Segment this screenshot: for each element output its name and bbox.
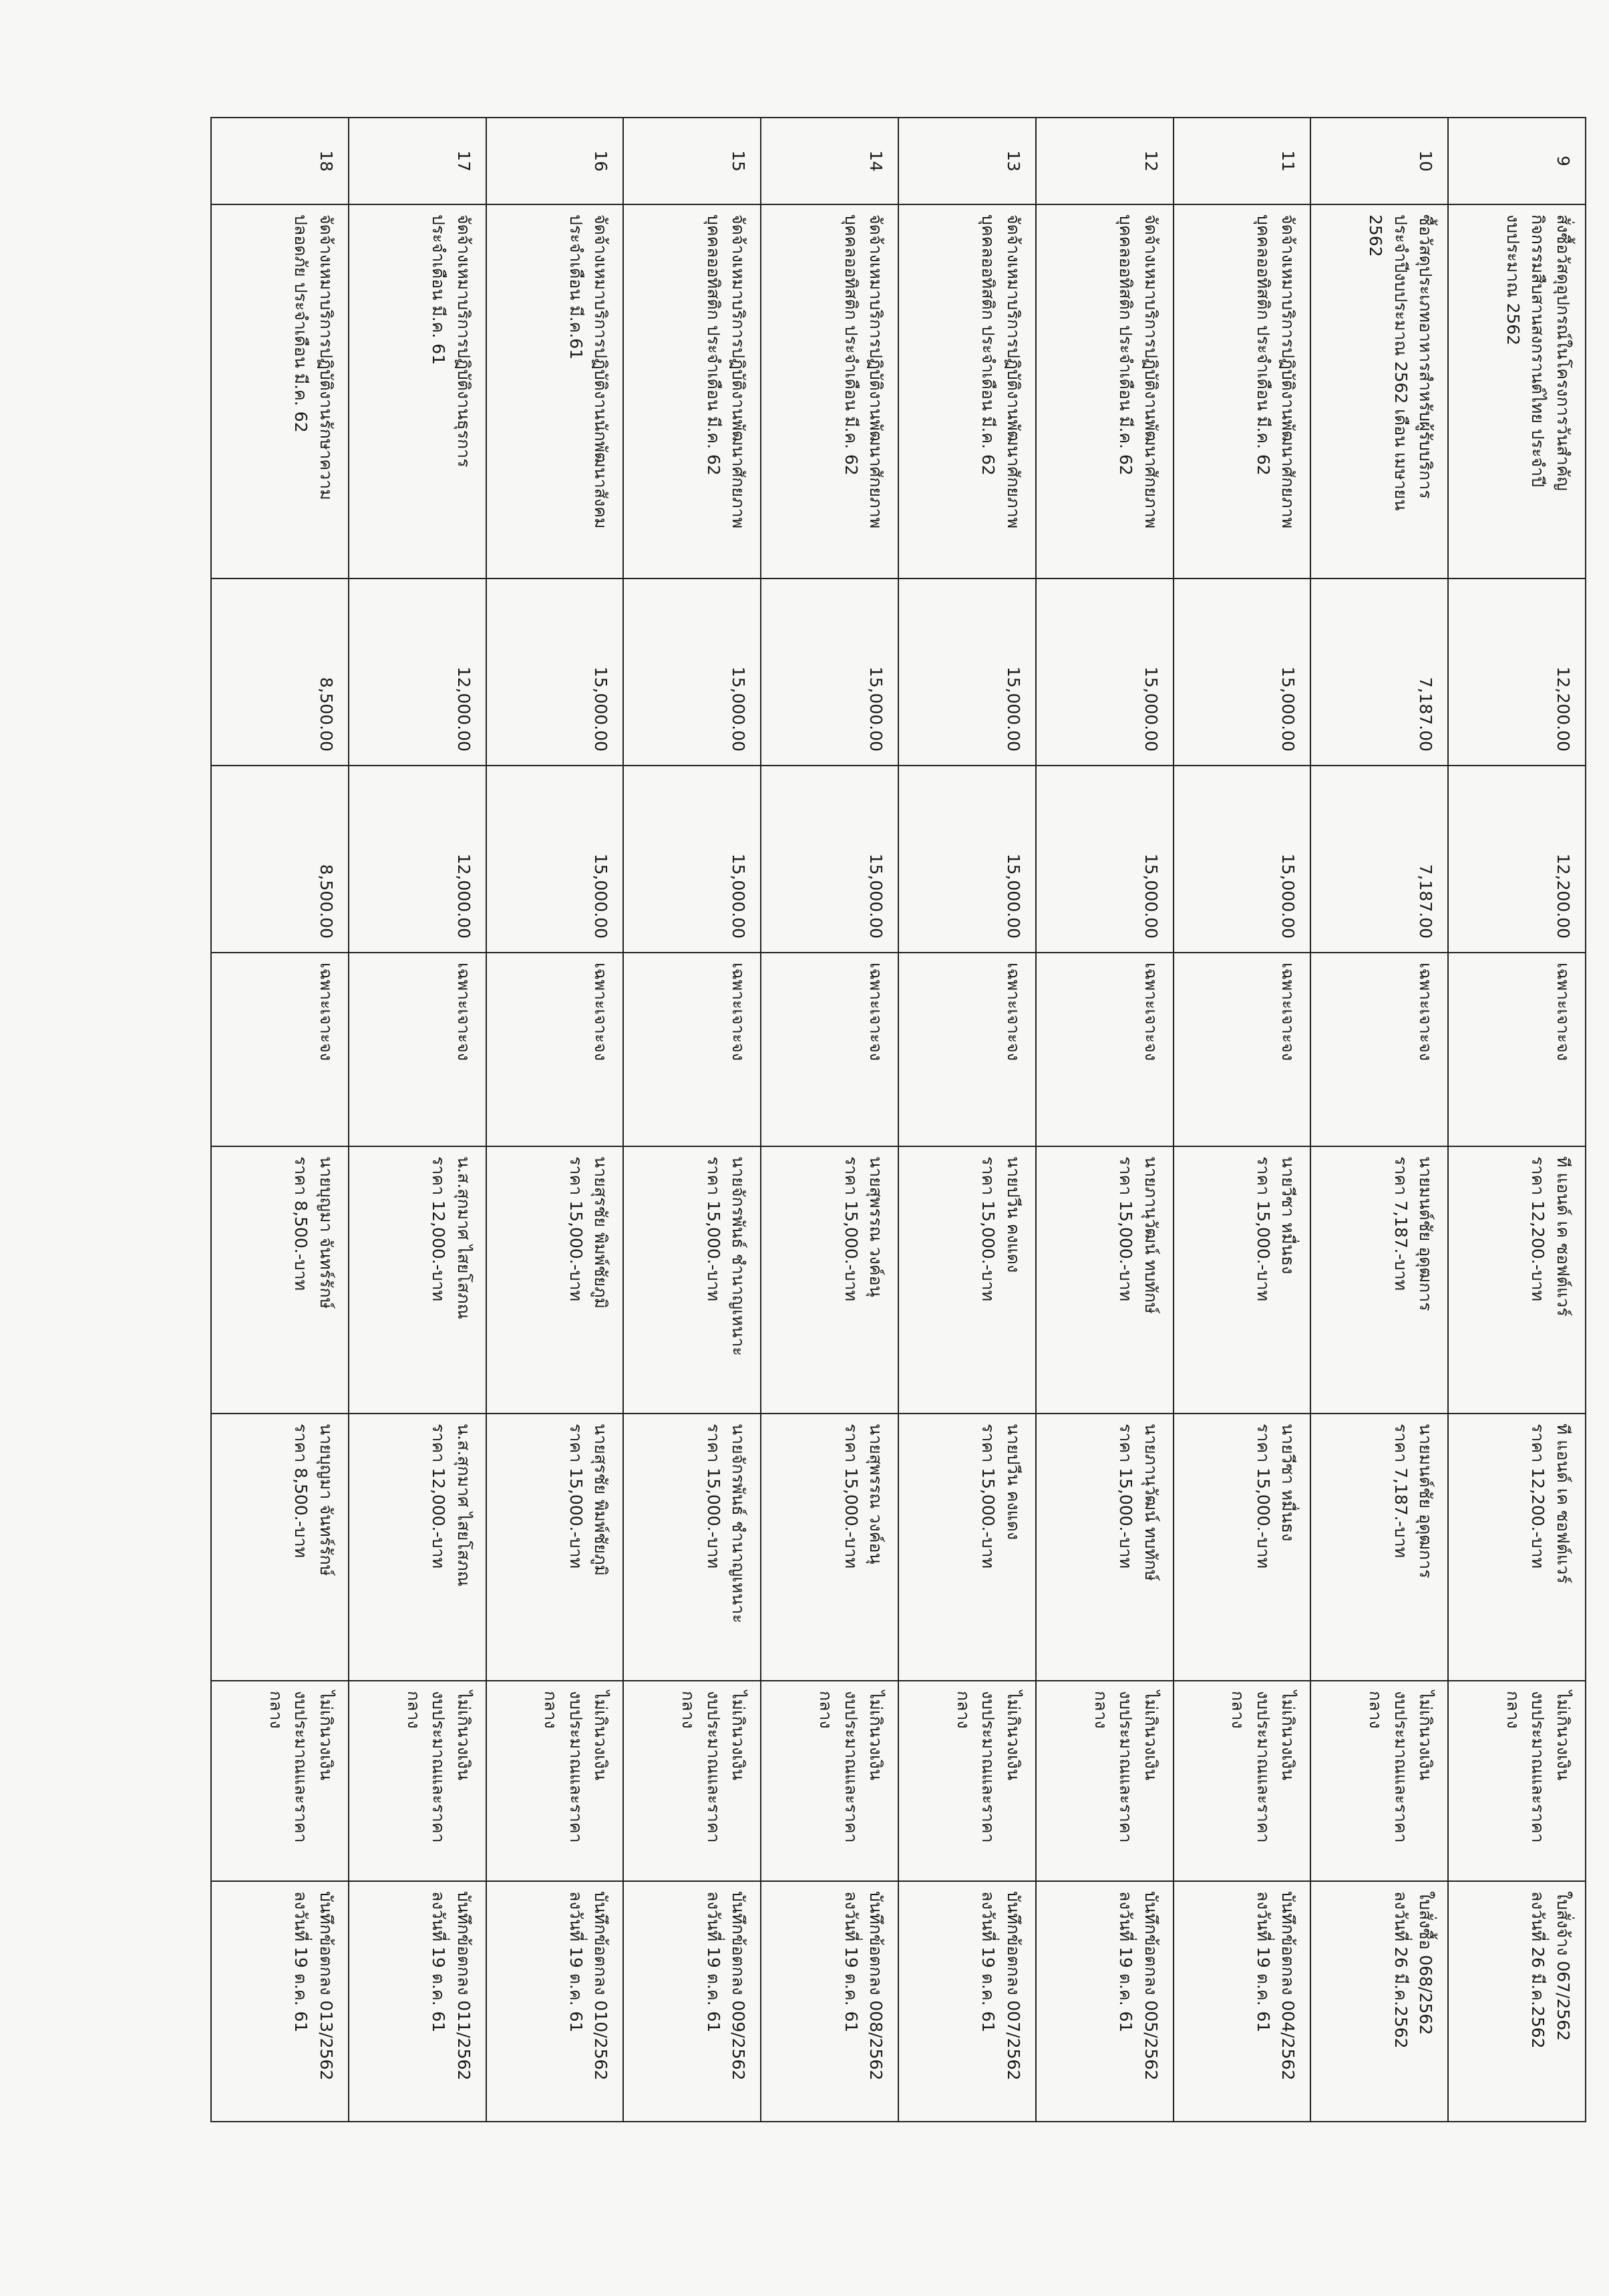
cell-line: ราคา 15,000.-บาท: [566, 1156, 586, 1302]
cell-winner: [623, 1414, 761, 1681]
cell-line: กลาง: [953, 1691, 973, 1729]
cell-line: งบประมาณและราคา: [1528, 1691, 1548, 1843]
cell-bidder: [1036, 1146, 1174, 1414]
cell-winner: [1448, 1414, 1586, 1681]
cell-line: ราคา 7,187.-บาท: [1391, 1424, 1411, 1559]
cell-line: ไม่เกินวงเงิน: [591, 1691, 611, 1780]
cell-line: ราคา 7,187.-บาท: [1391, 1156, 1411, 1291]
cell-line: นายบุญมา จันทร์รักษ์: [316, 1156, 336, 1309]
cell-line: งบประมาณ 2562: [1503, 214, 1523, 346]
cell-line: นายปวีน คงแดง: [1003, 1156, 1023, 1273]
cell-median-price: 12,000.00: [349, 766, 486, 953]
cell-method: เฉพาะเจาะจง: [211, 953, 349, 1146]
cell-line: กลาง: [679, 1691, 699, 1729]
cell-median-price: 15,000.00: [761, 766, 898, 953]
cell-winner: [211, 1414, 349, 1681]
cell-median-price: 12,200.00: [1448, 766, 1586, 953]
cell-line: งบประมาณและราคา: [703, 1691, 723, 1843]
cell-line: ใบสั่งจ้าง 067/2562: [1554, 1891, 1573, 2041]
cell-line: ปลอดภัย ประจำเดือน มี.ค. 62: [291, 214, 311, 433]
cell-contract: [1310, 1881, 1448, 2122]
cell-method: เฉพาะเจาะจง: [486, 953, 624, 1146]
cell-contract: [623, 1881, 761, 2122]
cell-line: จัดจ้างเหมาบริการปฏิบัติงานรักษาความ: [316, 214, 336, 500]
cell-number: 17: [349, 118, 486, 204]
cell-budget: 15,000.00: [898, 579, 1036, 766]
cell-line: บุคคลออทิสติก ประจำเดือน มี.ค. 62: [978, 214, 999, 476]
cell-reason: [761, 1681, 898, 1881]
cell-line: ราคา 15,000.-บาท: [1116, 1424, 1136, 1569]
cell-reason: [211, 1681, 349, 1881]
cell-line: กลาง: [1366, 1691, 1386, 1729]
cell-line: นายจักรพันธ์ ชำนาญเหนาะ: [729, 1424, 749, 1623]
table-row: [486, 118, 624, 2122]
cell-median-price: 15,000.00: [623, 766, 761, 953]
cell-number: 18: [211, 118, 349, 204]
cell-line: ราคา 12,200.-บาท: [1528, 1424, 1548, 1569]
cell-line: บันทึกข้อตกลง 010/2562: [591, 1891, 611, 2081]
cell-line: ไม่เกินวงเงิน: [1141, 1691, 1161, 1780]
cell-line: นายวีซา หมื่นธง: [1278, 1156, 1298, 1275]
cell-median-price: 15,000.00: [486, 766, 624, 953]
cell-line: ราคา 15,000.-บาท: [841, 1424, 861, 1569]
cell-line: บันทึกข้อตกลง 013/2562: [316, 1891, 336, 2081]
cell-method: เฉพาะเจาะจง: [1036, 953, 1174, 1146]
cell-line: ลงวันที่ 19 ต.ค. 61: [1116, 1891, 1136, 2033]
cell-method: เฉพาะเจาะจง: [1448, 953, 1586, 1146]
cell-budget: 12,200.00: [1448, 579, 1586, 766]
cell-winner: [1036, 1414, 1174, 1681]
cell-bidder: [623, 1146, 761, 1414]
cell-line: ไม่เกินวงเงิน: [1416, 1691, 1436, 1780]
cell-line: จัดจ้างเหมาบริการปฏิบัติงานพัฒนาศักยภาพ: [1278, 214, 1298, 529]
cell-item: [898, 204, 1036, 579]
cell-item: [1448, 204, 1586, 579]
cell-line: บุคคลออทิสติก ประจำเดือน มี.ค. 62: [841, 214, 861, 476]
cell-item: [349, 204, 486, 579]
cell-contract: [898, 1881, 1036, 2122]
cell-line: ลงวันที่ 19 ต.ค. 61: [841, 1891, 861, 2033]
cell-winner: [898, 1414, 1036, 1681]
cell-contract: [1036, 1881, 1174, 2122]
cell-number: 15: [623, 118, 761, 204]
cell-winner: [349, 1414, 486, 1681]
cell-line: จัดจ้างเหมาบริการปฏิบัติงานธุรการ: [454, 214, 474, 468]
cell-number: 14: [761, 118, 898, 204]
cell-contract: [1174, 1881, 1311, 2122]
cell-median-price: 15,000.00: [898, 766, 1036, 953]
cell-method: เฉพาะเจาะจง: [1174, 953, 1311, 1146]
cell-method: เฉพาะเจาะจง: [623, 953, 761, 1146]
cell-reason: [349, 1681, 486, 1881]
cell-winner: [761, 1414, 898, 1681]
cell-line: บุคคลออทิสติก ประจำเดือน มี.ค. 62: [703, 214, 723, 476]
cell-reason: [623, 1681, 761, 1881]
cell-line: ราคา 15,000.-บาท: [703, 1156, 723, 1302]
cell-line: ราคา 12,200.-บาท: [1528, 1156, 1548, 1302]
cell-contract: [761, 1881, 898, 2122]
cell-line: บุคคลออทิสติก ประจำเดือน มี.ค. 62: [1116, 214, 1136, 476]
cell-bidder: [211, 1146, 349, 1414]
cell-number: 13: [898, 118, 1036, 204]
cell-line: ลงวันที่ 19 ต.ค. 61: [291, 1891, 311, 2033]
table-row: [898, 118, 1036, 2122]
cell-line: ใบสั่งซื้อ 068/2562: [1416, 1891, 1436, 2035]
cell-line: ไม่เกินวงเงิน: [729, 1691, 749, 1780]
cell-line: ราคา 15,000.-บาท: [703, 1424, 723, 1569]
procurement-table: [210, 117, 1586, 2122]
cell-line: ลงวันที่ 19 ต.ค. 61: [429, 1891, 449, 2033]
cell-line: สั่งซื้อวัสดุอุปกรณ์ในโครงการวันสำคัญ: [1554, 214, 1573, 491]
cell-line: จัดจ้างเหมาบริการปฏิบัติงานพัฒนาศักยภาพ: [1141, 214, 1161, 529]
cell-line: ลงวันที่ 19 ต.ค. 61: [566, 1891, 586, 2033]
cell-winner: [1174, 1414, 1311, 1681]
cell-line: ราคา 15,000.-บาท: [1116, 1156, 1136, 1302]
cell-number: 9: [1448, 118, 1586, 204]
cell-budget: 15,000.00: [761, 579, 898, 766]
cell-contract: [349, 1881, 486, 2122]
cell-item: [486, 204, 624, 579]
cell-line: นายสุรชัย พิมพ์ชัยภูมิ: [591, 1156, 611, 1309]
cell-line: นายสุพรรณ วงค์อนุ: [866, 1156, 886, 1297]
cell-line: นายบุญมา จันทร์รักษ์: [316, 1424, 336, 1577]
cell-line: กิจกรรมสืบสานสงกรานต์ไทย ประจำปี: [1528, 214, 1548, 488]
cell-line: ราคา 15,000.-บาท: [1253, 1424, 1273, 1569]
cell-line: น.ส.สุกมาศ ไสยโสภณ: [454, 1156, 474, 1319]
cell-method: เฉพาะเจาะจง: [898, 953, 1036, 1146]
cell-line: ลงวันที่ 19 ต.ค. 61: [703, 1891, 723, 2033]
cell-line: ราคา 15,000.-บาท: [978, 1156, 999, 1302]
cell-number: 11: [1174, 118, 1311, 204]
table-row: [1310, 118, 1448, 2122]
cell-line: งบประมาณและราคา: [429, 1691, 449, 1843]
cell-reason: [1310, 1681, 1448, 1881]
cell-line: ไม่เกินวงเงิน: [1278, 1691, 1298, 1780]
cell-bidder: [486, 1146, 624, 1414]
cell-line: ไม่เกินวงเงิน: [1003, 1691, 1023, 1780]
cell-line: ไม่เกินวงเงิน: [866, 1691, 886, 1780]
table-row: [1448, 118, 1586, 2122]
cell-median-price: 7,187.00: [1310, 766, 1448, 953]
cell-line: ไม่เกินวงเงิน: [316, 1691, 336, 1780]
cell-line: นายมนต์ชัย อุดุฒการ: [1416, 1424, 1436, 1579]
cell-item: [623, 204, 761, 579]
cell-line: งบประมาณและราคา: [1253, 1691, 1273, 1843]
cell-line: นายภานุวัฒน์ ทบทักษ์: [1141, 1156, 1161, 1314]
cell-bidder: [1448, 1146, 1586, 1414]
table-row: [623, 118, 761, 2122]
cell-line: ไม่เกินวงเงิน: [454, 1691, 474, 1780]
cell-line: น.ส.สุกมาศ ไสยโสภณ: [454, 1424, 474, 1587]
cell-winner: [1310, 1414, 1448, 1681]
cell-line: ราคา 15,000.-บาท: [841, 1156, 861, 1302]
cell-line: ประจำเดือน มี.ค.61: [566, 214, 586, 360]
cell-line: กลาง: [541, 1691, 561, 1729]
cell-line: นายสุรชัย พิมพ์ชัยภูมิ: [591, 1424, 611, 1577]
cell-line: บันทึกข้อตกลง 005/2562: [1141, 1891, 1161, 2081]
cell-line: จัดจ้างเหมาบริการปฏิบัติงานพัฒนาศักยภาพ: [866, 214, 886, 529]
cell-line: ลงวันที่ 26 มี.ค.2562: [1391, 1891, 1411, 2049]
cell-line: กลาง: [1503, 1691, 1523, 1729]
table-row: [761, 118, 898, 2122]
cell-bidder: [761, 1146, 898, 1414]
cell-reason: [1174, 1681, 1311, 1881]
cell-reason: [486, 1681, 624, 1881]
cell-line: กลาง: [816, 1691, 836, 1729]
cell-line: ประจำปีงบประมาณ 2562 เดือน เมษายน: [1391, 214, 1411, 511]
cell-line: งบประมาณและราคา: [978, 1691, 999, 1843]
cell-bidder: [898, 1146, 1036, 1414]
cell-median-price: 15,000.00: [1036, 766, 1174, 953]
cell-line: ราคา 8,500.-บาท: [291, 1156, 311, 1291]
cell-line: บุคคลออทิสติก ประจำเดือน มี.ค. 62: [1253, 214, 1273, 476]
cell-method: เฉพาะเจาะจง: [761, 953, 898, 1146]
cell-line: ราคา 12,000.-บาท: [429, 1156, 449, 1302]
rotated-table-container: [210, 117, 1586, 2121]
cell-line: ลงวันที่ 19 ต.ค. 61: [978, 1891, 999, 2033]
cell-bidder: [1174, 1146, 1311, 1414]
cell-line: ราคา 15,000.-บาท: [566, 1424, 586, 1569]
table-row: [349, 118, 486, 2122]
cell-item: [761, 204, 898, 579]
cell-item: [1174, 204, 1311, 579]
cell-method: เฉพาะเจาะจง: [349, 953, 486, 1146]
cell-line: ราคา 12,000.-บาท: [429, 1424, 449, 1569]
cell-median-price: 8,500.00: [211, 766, 349, 953]
cell-line: กลาง: [266, 1691, 286, 1729]
cell-budget: 15,000.00: [1036, 579, 1174, 766]
cell-item: [1036, 204, 1174, 579]
cell-bidder: [1310, 1146, 1448, 1414]
table-row: [211, 118, 349, 2122]
cell-method: เฉพาะเจาะจง: [1310, 953, 1448, 1146]
cell-reason: [1448, 1681, 1586, 1881]
cell-line: ที แอนด์ เค ซอฟต์แวร์: [1554, 1156, 1573, 1317]
table-row: [1174, 118, 1311, 2122]
cell-contract: [1448, 1881, 1586, 2122]
cell-line: นายจักรพันธ์ ชำนาญเหนาะ: [729, 1156, 749, 1356]
cell-budget: 12,000.00: [349, 579, 486, 766]
cell-line: ราคา 15,000.-บาท: [978, 1424, 999, 1569]
cell-line: จัดจ้างเหมาบริการปฏิบัติงานพัฒนาศักยภาพ: [1003, 214, 1023, 529]
cell-line: บันทึกข้อตกลง 007/2562: [1003, 1891, 1023, 2081]
cell-line: บันทึกข้อตกลง 008/2562: [866, 1891, 886, 2081]
cell-line: บันทึกข้อตกลง 009/2562: [729, 1891, 749, 2081]
cell-number: 10: [1310, 118, 1448, 204]
cell-line: งบประมาณและราคา: [566, 1691, 586, 1843]
cell-line: จัดจ้างเหมาบริการปฏิบัติงานนักพัฒนาสังคม: [591, 214, 611, 529]
cell-line: 2562: [1366, 214, 1386, 257]
cell-bidder: [349, 1146, 486, 1414]
cell-number: 12: [1036, 118, 1174, 204]
cell-reason: [1036, 1681, 1174, 1881]
cell-budget: 7,187.00: [1310, 579, 1448, 766]
cell-line: ประจำเดือน มี.ค. 61: [429, 214, 449, 365]
cell-line: ราคา 8,500.-บาท: [291, 1424, 311, 1559]
cell-budget: 15,000.00: [486, 579, 624, 766]
cell-line: กลาง: [403, 1691, 423, 1729]
cell-line: ลงวันที่ 26 มี.ค.2562: [1528, 1891, 1548, 2049]
cell-line: งบประมาณและราคา: [1391, 1691, 1411, 1843]
cell-budget: 15,000.00: [623, 579, 761, 766]
cell-line: งบประมาณและราคา: [291, 1691, 311, 1843]
cell-line: ราคา 15,000.-บาท: [1253, 1156, 1273, 1302]
cell-item: [1310, 204, 1448, 579]
cell-line: ลงวันที่ 19 ต.ค. 61: [1253, 1891, 1273, 2033]
cell-number: 16: [486, 118, 624, 204]
cell-contract: [211, 1881, 349, 2122]
cell-line: นายสุพรรณ วงค์อนุ: [866, 1424, 886, 1565]
cell-line: งบประมาณและราคา: [841, 1691, 861, 1843]
cell-line: กลาง: [1228, 1691, 1248, 1729]
cell-reason: [898, 1681, 1036, 1881]
table-row: [1036, 118, 1174, 2122]
cell-line: บันทึกข้อตกลง 004/2562: [1278, 1891, 1298, 2081]
cell-median-price: 15,000.00: [1174, 766, 1311, 953]
cell-budget: 15,000.00: [1174, 579, 1311, 766]
cell-line: บันทึกข้อตกลง 011/2562: [454, 1891, 474, 2081]
cell-line: กลาง: [1091, 1691, 1111, 1729]
cell-item: [211, 204, 349, 579]
cell-line: นายปวีน คงแดง: [1003, 1424, 1023, 1540]
cell-line: นายมนต์ชัย อุดุฒการ: [1416, 1156, 1436, 1311]
cell-line: ไม่เกินวงเงิน: [1554, 1691, 1573, 1780]
cell-budget: 8,500.00: [211, 579, 349, 766]
cell-line: ที แอนด์ เค ซอฟต์แวร์: [1554, 1424, 1573, 1584]
cell-line: นายภานุวัฒน์ ทบทักษ์: [1141, 1424, 1161, 1581]
cell-line: จัดจ้างเหมาบริการปฏิบัติงานพัฒนาศักยภาพ: [729, 214, 749, 529]
cell-contract: [486, 1881, 624, 2122]
cell-line: ซื้อวัสดุประเภทอาหารสำหรับผู้รับบริการ: [1416, 214, 1436, 499]
cell-line: นายวีซา หมื่นธง: [1278, 1424, 1298, 1542]
cell-winner: [486, 1414, 624, 1681]
cell-line: งบประมาณและราคา: [1116, 1691, 1136, 1843]
